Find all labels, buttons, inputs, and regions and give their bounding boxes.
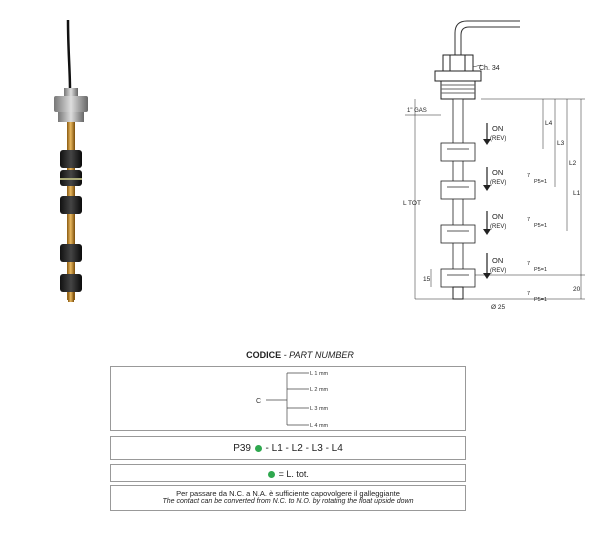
pitch-label-2: P5=1 bbox=[534, 223, 547, 229]
part-number-box bbox=[110, 436, 466, 460]
rev-label-1: (REV) bbox=[490, 136, 507, 142]
on-label-2: ON bbox=[492, 168, 504, 177]
ltot-text: = L. tot. bbox=[276, 469, 309, 479]
rev-label-4: (REV) bbox=[490, 268, 507, 274]
part-suffix: - L1 - L2 - L3 - L4 bbox=[262, 443, 343, 454]
codice-subtitle: PART NUMBER bbox=[289, 350, 354, 360]
tree-root: C bbox=[256, 398, 262, 405]
gap-label-1: 7 bbox=[527, 173, 531, 179]
codice-title-separator: - bbox=[281, 350, 290, 360]
codice-heading bbox=[0, 350, 600, 360]
gas-label: 1" GAS bbox=[407, 108, 427, 114]
tree-item-l1: L 1 mm bbox=[310, 371, 329, 377]
pitch-label-4: P5=1 bbox=[534, 297, 547, 303]
dim-label-L1: L1 bbox=[573, 190, 581, 197]
pitch-label-1: P5=1 bbox=[534, 179, 547, 185]
dim-label-L2: L2 bbox=[569, 160, 577, 167]
conversion-note-box bbox=[110, 485, 466, 511]
on-label-3: ON bbox=[492, 212, 504, 221]
note-english: The contact can be converted from N.C. to N.O. by rotating the float upside down bbox=[162, 498, 414, 505]
tree-item-l3: L 3 mm bbox=[310, 406, 329, 412]
tree-item-l4: L 4 mm bbox=[310, 423, 329, 429]
gap-label-2: 7 bbox=[527, 217, 531, 223]
pitch-label-3: P5=1 bbox=[534, 267, 547, 273]
height-20-label: 20 bbox=[573, 286, 581, 293]
green-dot-icon bbox=[268, 471, 275, 478]
part-number-tree-box bbox=[110, 366, 466, 431]
rev-label-3: (REV) bbox=[490, 224, 507, 230]
height-15-label: 15 bbox=[423, 276, 431, 283]
tree-item-l2: L 2 mm bbox=[310, 387, 329, 393]
ltot-legend bbox=[111, 465, 465, 483]
note-italian: Per passare da N.C. a N.A. è sufficiente capovolgere il galleggiante bbox=[176, 489, 400, 498]
rev-label-2: (REV) bbox=[490, 180, 507, 186]
on-label-4: ON bbox=[492, 256, 504, 265]
hex-label: Ch. 34 bbox=[479, 65, 500, 72]
part-prefix: P39 bbox=[233, 443, 251, 454]
product-photo bbox=[40, 20, 110, 310]
gap-label-3: 7 bbox=[527, 261, 531, 267]
diameter-label: Ø 25 bbox=[491, 304, 506, 311]
technical-drawing bbox=[395, 15, 590, 315]
dim-label-L4: L4 bbox=[545, 120, 553, 127]
part-number-tree bbox=[111, 367, 465, 430]
ltot-legend-box bbox=[110, 464, 466, 482]
green-dot-icon bbox=[255, 445, 262, 452]
dim-label-L3: L3 bbox=[557, 140, 565, 147]
on-label-1: ON bbox=[492, 124, 504, 133]
part-number-format bbox=[111, 437, 465, 461]
codice-title: CODICE bbox=[246, 350, 282, 360]
tot-label: L TOT bbox=[403, 200, 421, 207]
gap-label-4: 7 bbox=[527, 291, 531, 297]
